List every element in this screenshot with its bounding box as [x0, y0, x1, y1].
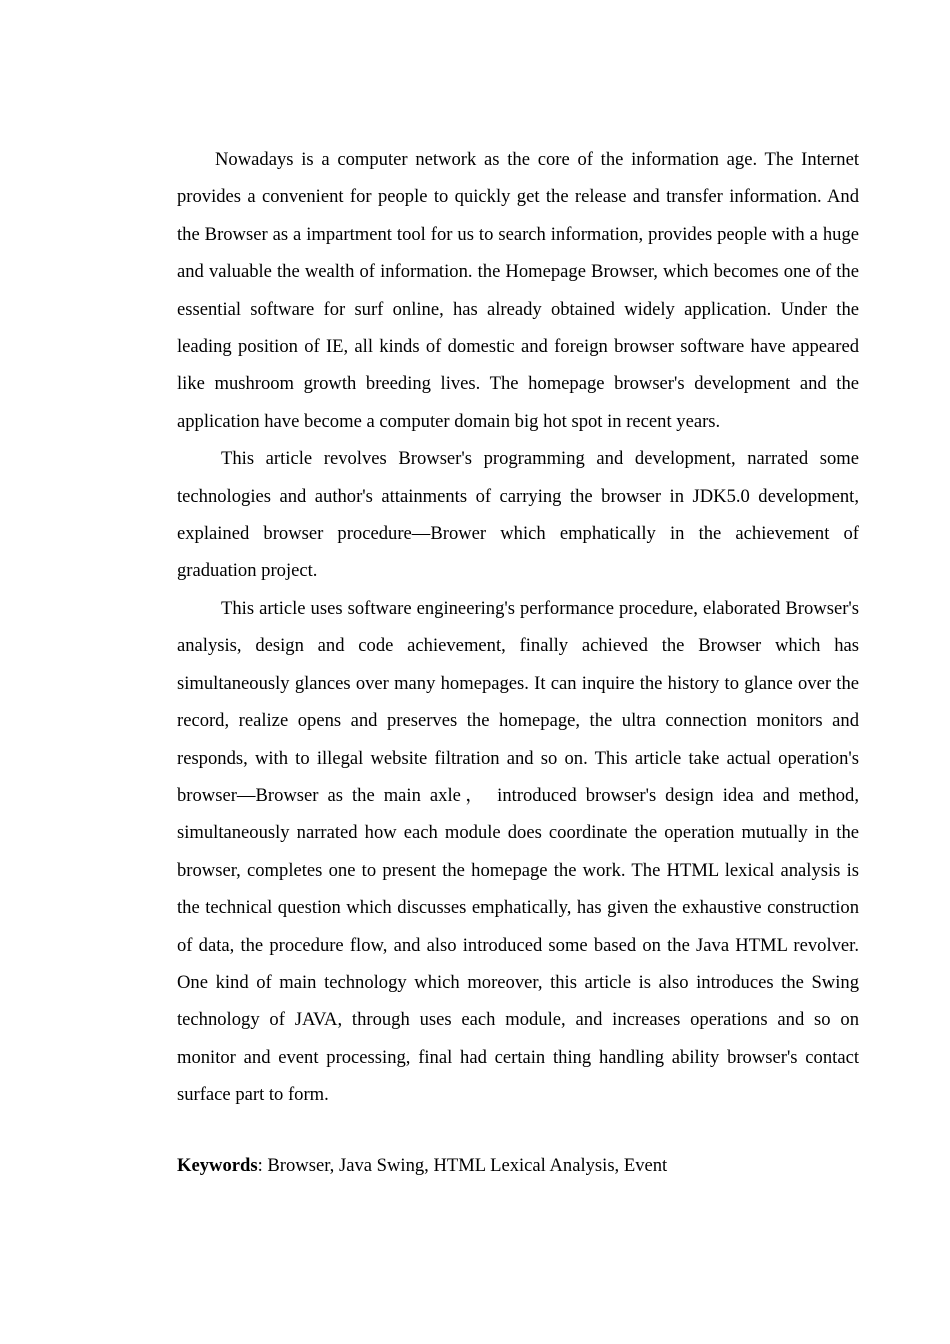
keywords-label: Keywords — [177, 1154, 258, 1176]
abstract-paragraph-1: Nowadays is a computer network as the core of the information age. The Internet provides a convenient for people to quickly get the release and transfer information. And the Browser as a impartment tool for us to search information, provides people with a huge and valuable the wealth of information. the Homepage Browser, which becomes one of the essential software for surf online, has already obtained widely application. Under the leading position of IE, all kinds of domestic and foreign browser software have appeared like mushroom growth breeding lives. The homepage browser's development and the application have become a computer domain big hot spot in recent years. — [177, 149, 859, 432]
abstract-paragraph-3: This article uses software engineering's performance procedure, elaborated Browser's analysis, design and code achievement, finally achieved the Browser which has simultaneously glances over many homepages. It can inquire the history to glance over the record, realize opens and preserves the homepage, the ultra connection monitors and responds, with to illegal website filtration and so on. This article take actual operation's browser—Browser as the main axle， introduced browser's design idea and method, simultaneously narrated how each module does coordinate the operation mutually in the browser, completes one to present the homepage the work. The HTML lexical analysis is the technical question which discusses emphatically, has given the exhaustive construction of data, the procedure flow, and also introduced some based on the Java HTML revolver. One kind of main technology which moreover, this article is also introduces the Swing technology of JAVA, through uses each module, and increases operations and so on monitor and event processing, final had certain thing handling ability browser's contact surface part to form. — [177, 597, 859, 1106]
keywords-separator: : — [257, 1154, 268, 1176]
abstract-paragraph-2: This article revolves Browser's programming and development, narrated some technologies and author's attainments of carrying the browser in JDK5.0 development, explained browser procedure—Brower which emphatically in the achievement of graduation project. — [177, 448, 859, 582]
keywords-value: Browser, Java Swing, HTML Lexical Analysis, Event — [267, 1154, 668, 1176]
document-page — [177, 141, 859, 1184]
keywords-line — [177, 1147, 859, 1184]
